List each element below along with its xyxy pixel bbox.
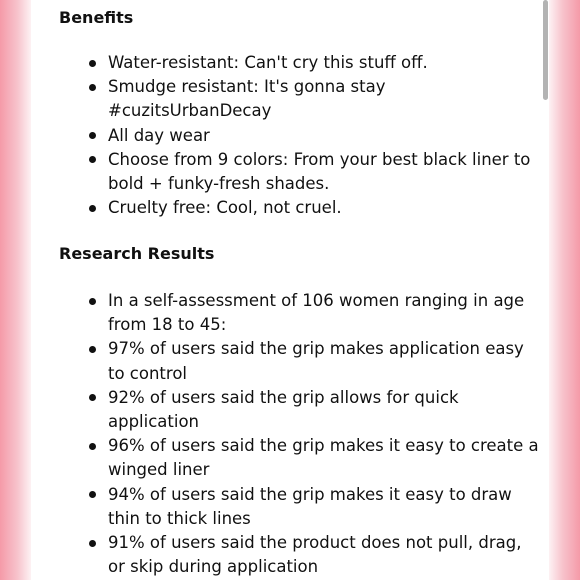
benefits-list [59, 51, 539, 220]
bullet-icon [89, 540, 96, 547]
research-results-heading: Research Results [59, 244, 215, 263]
list-item [59, 124, 539, 148]
list-item-text: Cruelty free: Cool, not cruel. [108, 198, 342, 218]
bullet-icon [89, 491, 96, 498]
list-item-text: In a self-assessment of 106 women ranging in age from 18 to 45: [108, 291, 525, 335]
benefits-heading: Benefits [59, 8, 134, 27]
list-item [59, 337, 539, 385]
bullet-icon [89, 298, 96, 305]
list-item-text: 91% of users said the product does not pull, drag, or skip during application [108, 533, 522, 577]
list-item [59, 51, 539, 75]
list-item-text: Smudge resistant: It's gonna stay #cuzitsUrbanDecay [108, 77, 386, 121]
scrollbar[interactable] [541, 0, 549, 580]
bullet-icon [89, 394, 96, 401]
list-item [59, 386, 539, 434]
bullet-icon [89, 346, 96, 353]
list-item [59, 75, 539, 123]
product-details-panel [31, 0, 549, 580]
list-item [59, 531, 539, 579]
bullet-icon [89, 156, 96, 163]
bullet-icon [89, 443, 96, 450]
list-item-text: 96% of users said the grip makes it easy to create a winged liner [108, 436, 539, 480]
list-item [59, 434, 539, 482]
list-item [59, 148, 539, 196]
list-item-text: 97% of users said the grip makes application easy to control [108, 339, 524, 383]
list-item-text: Choose from 9 colors: From your best black liner to bold + funky-fresh shades. [108, 149, 531, 194]
list-item-text: Water-resistant: Can't cry this stuff off. [108, 53, 428, 72]
list-item [59, 289, 539, 337]
bullet-icon [89, 132, 96, 139]
list-item [59, 483, 539, 531]
list-item-text: 92% of users said the grip allows for quick application [108, 387, 459, 432]
list-item-text: All day wear [108, 125, 210, 145]
bullet-icon [89, 84, 96, 91]
list-item [59, 196, 539, 220]
research-results-list [59, 289, 539, 579]
list-item-text: 94% of users said the grip makes it easy to draw thin to thick lines [108, 484, 512, 528]
scrollbar-thumb[interactable] [543, 0, 548, 100]
bullet-icon [89, 205, 96, 212]
bullet-icon [89, 60, 96, 67]
